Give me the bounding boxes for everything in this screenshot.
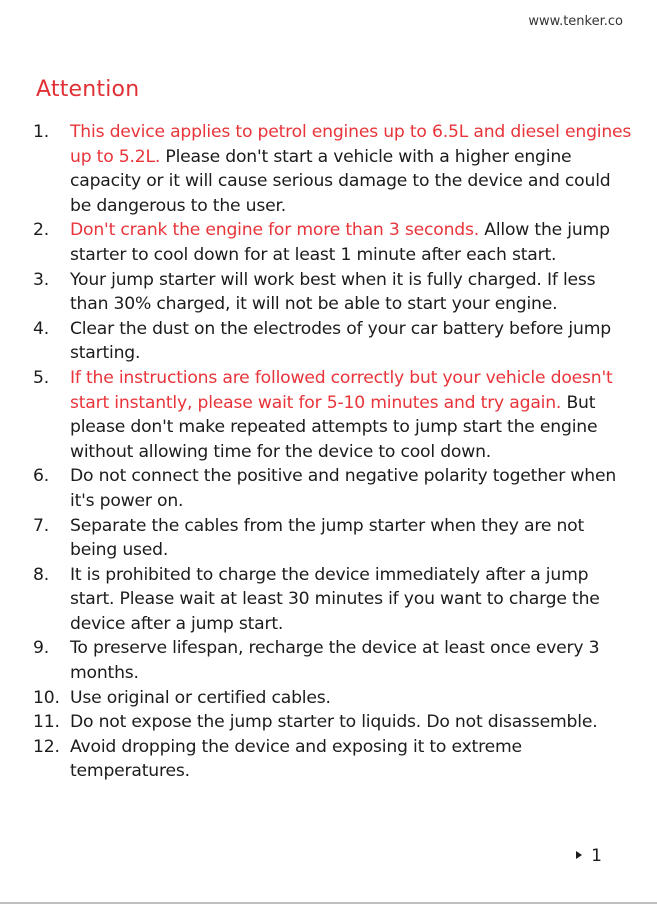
item-number: 5. [33, 367, 49, 388]
list-item [28, 563, 632, 637]
item-text: Use original or certified cables. [70, 687, 331, 708]
item-text: Please don't start a vehicle with a higher engine capacity or it will cause serious damage to the device and could be dangerous to the user. [70, 146, 611, 216]
attention-list [28, 120, 632, 784]
list-item [28, 218, 632, 267]
list-item [28, 268, 632, 317]
item-number: 4. [33, 318, 49, 339]
item-text: Separate the cables from the jump starter when they are not being used. [70, 515, 585, 561]
list-item [28, 120, 632, 218]
page-title: Attention [36, 76, 140, 102]
item-number: 2. [33, 220, 49, 241]
item-warning-text: This device applies to petrol engines up to 6.5L and diesel engines up to 5.2L. [70, 122, 632, 167]
list-item [28, 464, 632, 513]
item-text: But please don't make repeated attempts to jump start the engine without allowing time for the device to cool down. [70, 392, 598, 462]
list-item [28, 636, 632, 685]
list-item [28, 710, 632, 735]
list-item [28, 366, 632, 464]
page-footer [576, 846, 602, 866]
item-text: To preserve lifespan, recharge the device at least once every 3 months. [70, 638, 600, 684]
item-number: 8. [33, 564, 49, 585]
triangle-right-icon [576, 851, 582, 859]
item-number: 1. [33, 122, 49, 142]
item-number: 9. [33, 638, 49, 659]
list-item [28, 686, 632, 711]
item-number: 11. [33, 712, 60, 733]
item-text: It is prohibited to charge the device immediately after a jump start. Please wait at least 30 minutes if you want to charge the device after a jump start. [70, 564, 600, 634]
item-text: Allow the jump starter to cool down for at least 1 minute after each start. [70, 220, 610, 265]
item-text: Do not connect the positive and negative polarity together when it's power on. [70, 466, 617, 511]
item-text: Do not expose the jump starter to liquids. Do not disassemble. [70, 712, 598, 733]
item-number: 7. [33, 515, 49, 536]
item-text: Clear the dust on the electrodes of your car battery before jump starting. [70, 318, 611, 364]
list-item [28, 514, 632, 563]
item-text: Your jump starter will work best when it is fully charged. If less than 30% charged, it will not be able to start your engine. [70, 269, 596, 315]
item-number: 6. [33, 466, 49, 487]
item-number: 12. [33, 736, 60, 757]
item-warning-text: If the instructions are followed correctly but your vehicle doesn't start instantly, please wait for 5-10 minutes and try again. [70, 367, 613, 413]
page-number: 1 [591, 846, 602, 866]
item-warning-text: Don't crank the engine for more than 3 seconds. [70, 220, 479, 241]
item-number: 3. [33, 269, 49, 290]
list-item [28, 735, 632, 784]
item-text: Avoid dropping the device and exposing it to extreme temperatures. [70, 736, 522, 782]
item-number: 10. [33, 687, 60, 708]
website-url: www.tenker.co [528, 14, 623, 29]
list-item [28, 317, 632, 366]
